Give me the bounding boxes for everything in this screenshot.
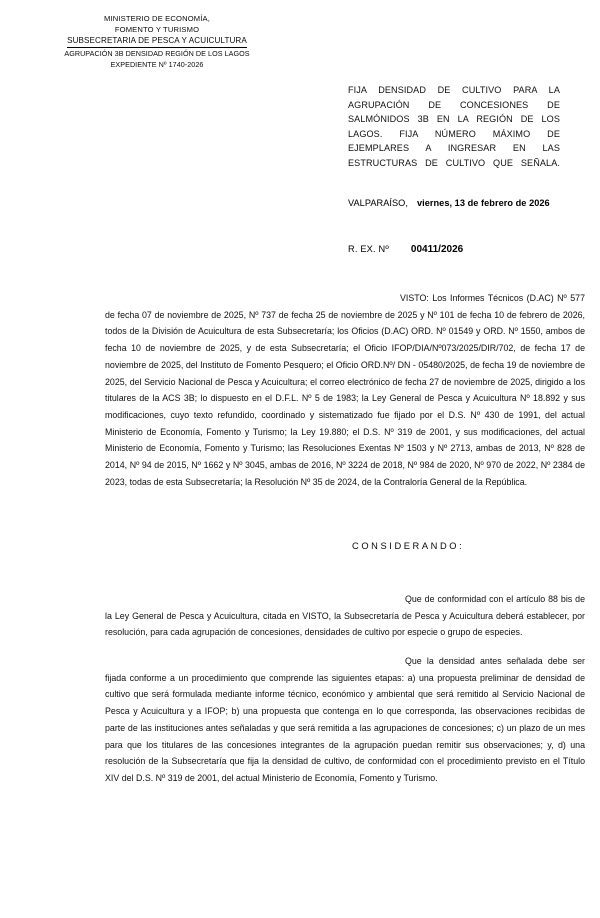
considerando-heading: CONSIDERANDO: bbox=[352, 541, 465, 551]
letterhead-ministry-line1: MINISTERIO DE ECONOMÍA, bbox=[104, 14, 210, 23]
resolution-label: R. EX. Nº bbox=[348, 244, 389, 254]
letterhead bbox=[42, 13, 272, 70]
place-date-line bbox=[348, 198, 550, 208]
letterhead-subsecretary bbox=[42, 35, 272, 47]
resolution-number: 00411/2026 bbox=[410, 244, 464, 255]
letterhead-grouping: AGRUPACIÓN 3B DENSIDAD REGIÓN DE LOS LAGOS bbox=[64, 48, 250, 58]
date-value: viernes, 13 de febrero de 2026 bbox=[416, 198, 550, 208]
subject-block: FIJA DENSIDAD DE CULTIVO PARA LA AGRUPACIÓN DE CONCESIONES DE SALMÓNIDOS 3B EN LA REGIÓN DE LOS LAGOS. FIJA NÚMERO MÁXIMO DE EJEMPLARES A INGRESAR EN LAS ESTRUCTURAS DE CULTIVO QUE SEÑALA. bbox=[348, 85, 560, 168]
considerando-section-2 bbox=[105, 653, 585, 787]
letterhead-ministry-line2: FOMENTO Y TURISMO bbox=[114, 25, 200, 35]
visto-paragraph: VISTO: Los Informes Técnicos (D.AC) Nº 577 de fecha 07 de noviembre de 2025, Nº 737 de fecha 25 de noviembre de 2025 y Nº 101 de fecha 10 de febrero de 2026, todos de la División de Acuicultura de esta Subsecretaría; los Oficios (D.AC) ORD. Nº 01549 y ORD. Nº 1550, ambos de fecha 10 de noviembre de 2025, y de esta Subsecretaría; el Oficio IFOP/DIA/Nº073/2025/DIR/702, de fecha 17 de noviembre de 2025, del Instituto de Fomento Pesquero; el Oficio ORD.Nº/ DN - 05480/2025, de fecha 19 de noviembre de 2025, del Servicio Nacional de Pesca y Acuicultura; el correo electrónico de fecha 27 de noviembre de 2025, dirigido a los titulares de la ACS 3B; lo dispuesto en el D.F.L. Nº 5 de 1983; la Ley General de Pesca y Acuicultura Nº 18.892 y sus modificaciones, cuyo texto refundido, coordinado y sistematizado fue fijado por el D.S. Nº 430 de 1991, del actual Ministerio de Economía, Fomento y Turismo; la Ley 19.880; el D.S. Nº 319 de 2001, y sus modificaciones, del actual Ministerio de Economía, Fomento y Turismo; las Resoluciones Exentas Nº 1503 y Nº 2713, ambas de 2013, Nº 828 de 2014, Nº 94 de 2015, Nº 1662 y Nº 3045, ambas de 2016, Nº 3224 de 2018, Nº 984 de 2020, Nº 970 de 2022, Nº 2384 de 2023, todas de esta Subsecretaría; la Resolución Nº 35 de 2024, de la Contraloría General de la República. bbox=[105, 293, 585, 487]
visto-section bbox=[105, 290, 585, 490]
considerando-section-1 bbox=[105, 591, 585, 641]
place-label: VALPARAÍSO, bbox=[348, 198, 408, 208]
considerando-paragraph-1: Que de conformidad con el artículo 88 bis de la Ley General de Pesca y Acuicultura, citada en VISTO, la Subsecretaría de Pesca y Acuicultura deberá establecer, por resolución, para cada agrupación de concesiones, densidades de cultivo por especie o grupo de especies. bbox=[105, 594, 585, 638]
resolution-number-line bbox=[348, 244, 463, 255]
letterhead-subsecretary-text: SUBSECRETARIA DE PESCA Y ACUICULTURA bbox=[67, 35, 247, 47]
letterhead-file-number: EXPEDIENTE Nº 1740-2026 bbox=[110, 59, 204, 69]
considerando-paragraph-2: Que la densidad antes señalada debe ser fijada conforme a un procedimiento que comprende las siguientes etapas: a) una propuesta preliminar de densidad de cultivo que será formulada mediante informe técnico, económico y ambiental que será remitido al Servicio Nacional de Pesca y Acuicultura y a IFOP; b) una propuesta que contenga en lo que corresponda, las observaciones recibidas de parte de las instituciones antes señaladas y que será remitida a las agrupaciones de concesiones; c) un plazo de un mes para que los titulares de las concesiones integrantes de la agrupación puedan remitir sus observaciones; y, d) una resolución de la Subsecretaría que fija la densidad de cultivo, de conformidad con el procedimiento previsto en el Título XIV del D.S. Nº 319 de 2001, del actual Ministerio de Economía, Fomento y Turismo. bbox=[105, 656, 585, 783]
